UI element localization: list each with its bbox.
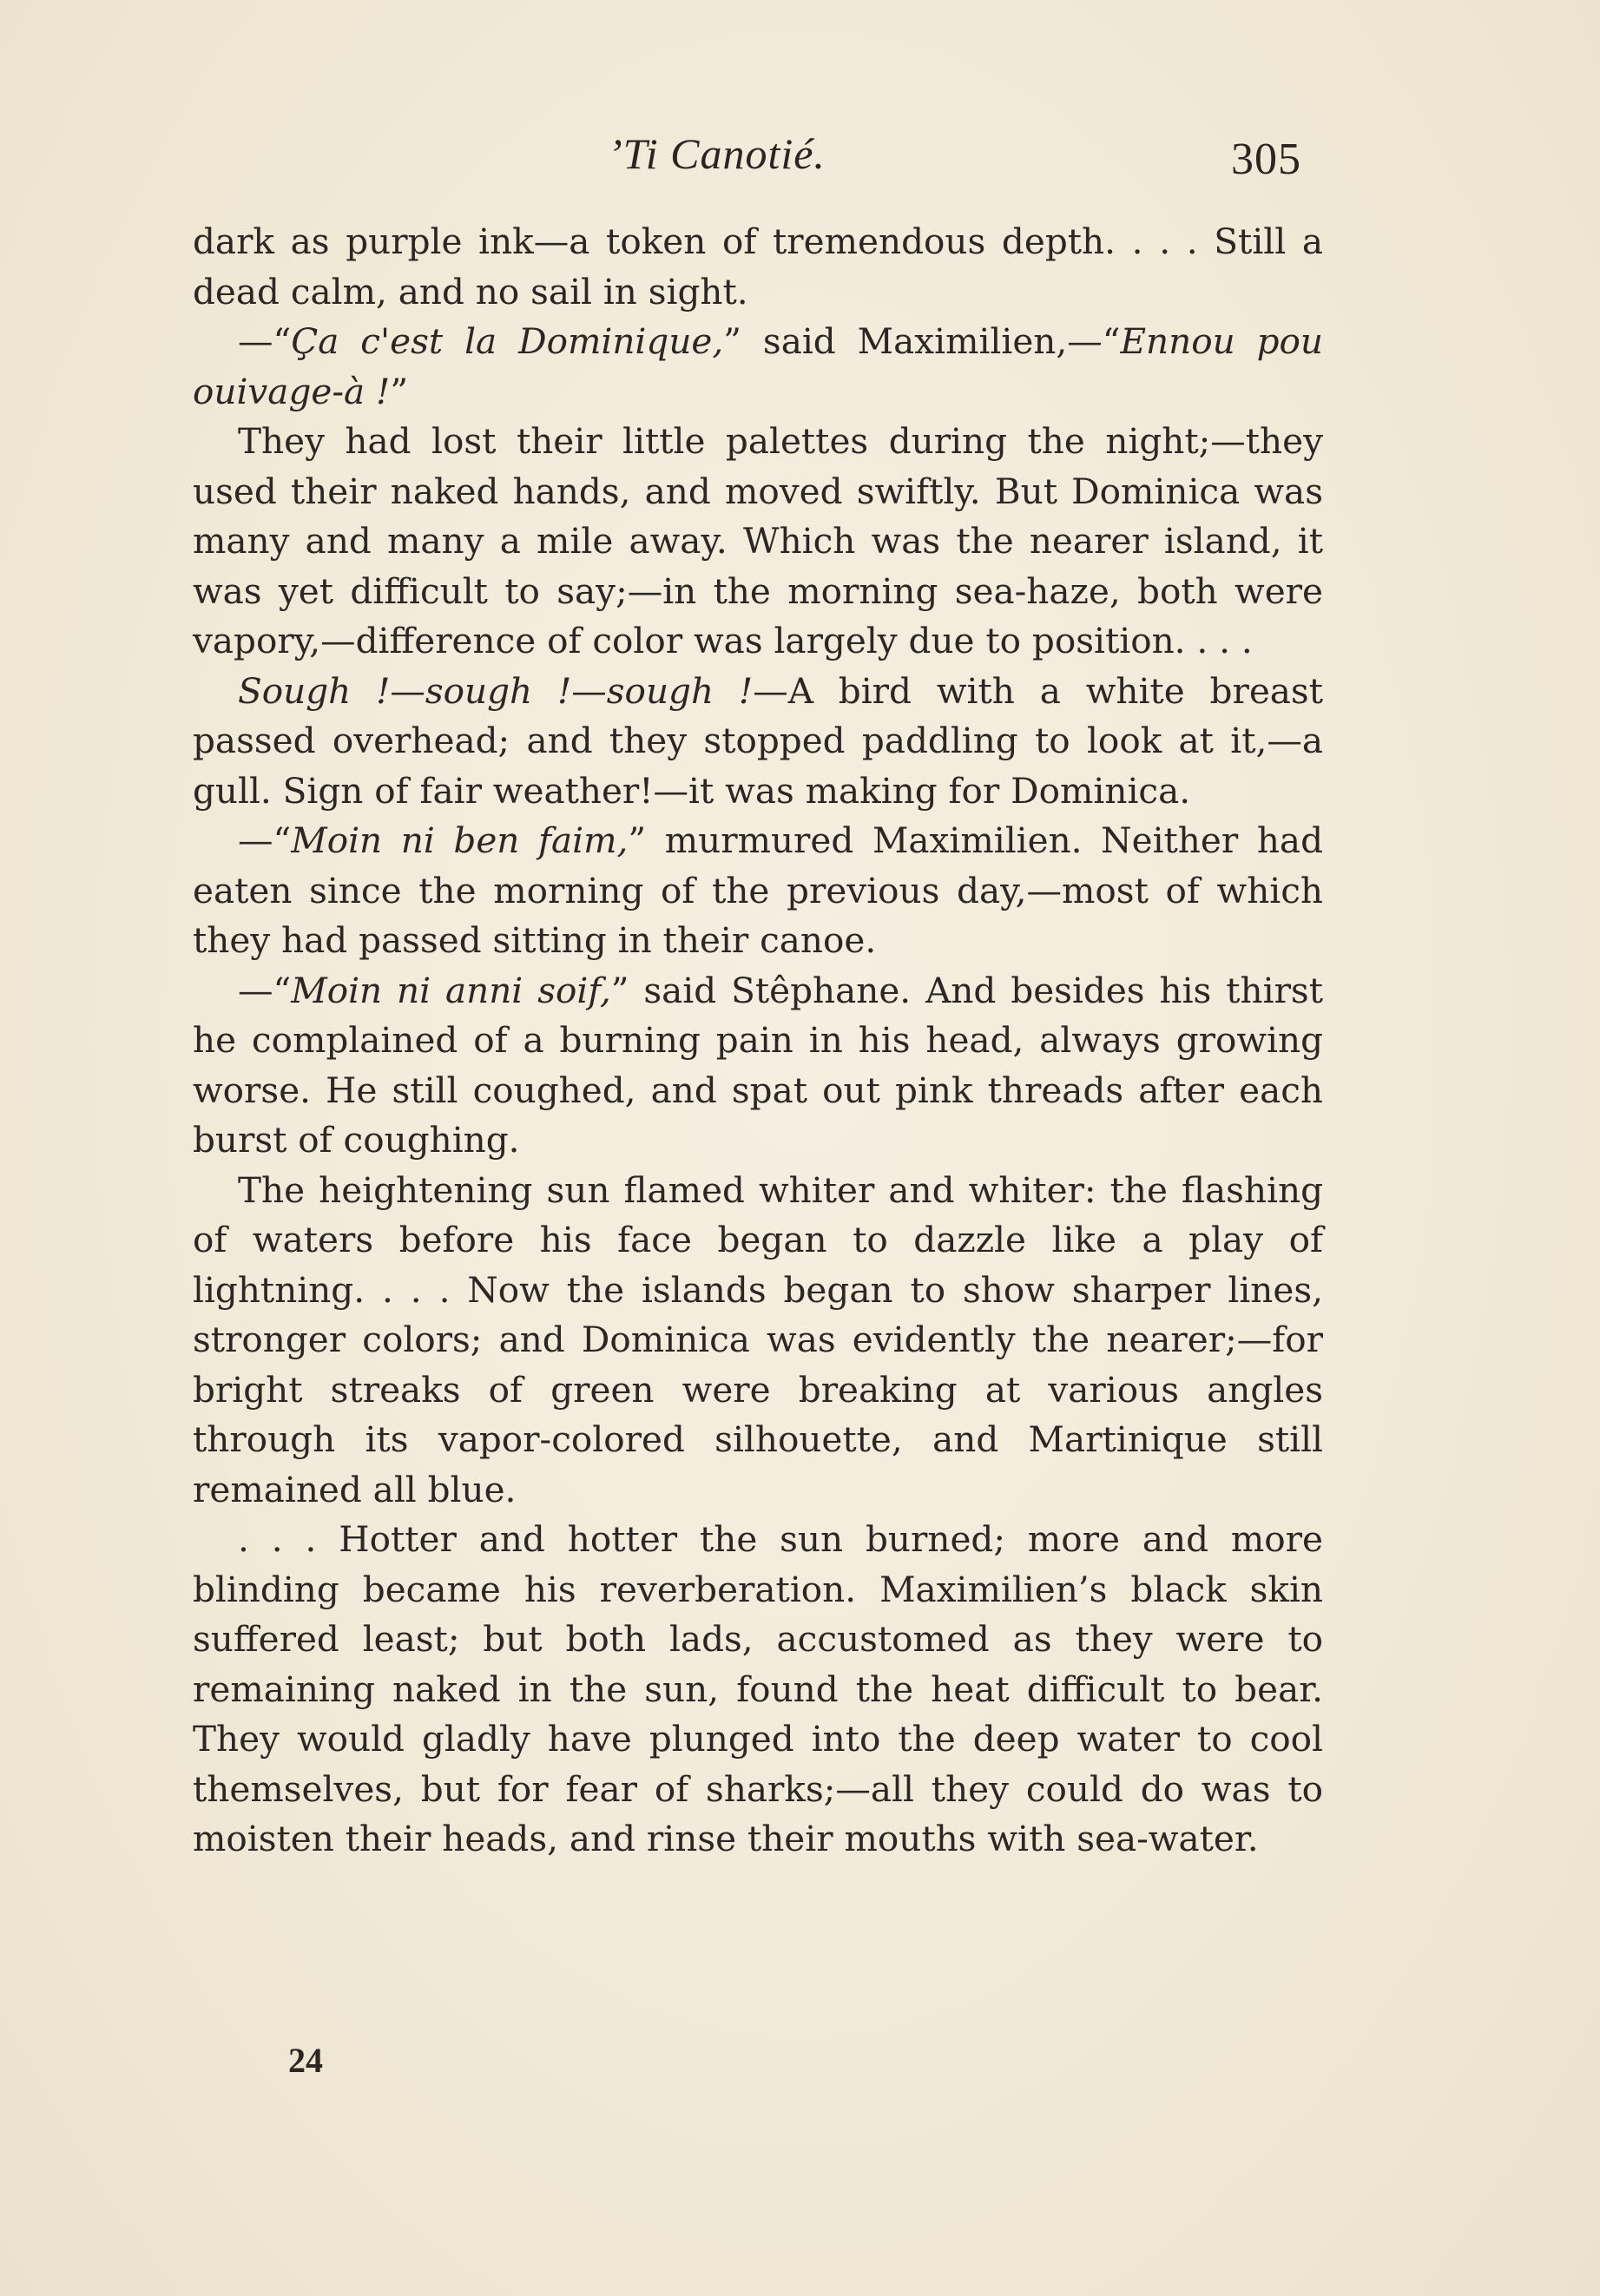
paragraph	[193, 1515, 1323, 1865]
paragraph	[193, 1166, 1323, 1516]
text-run: —“	[238, 819, 292, 861]
text-run: dark as purple ink—a token of tremendous depth. . . . Still a dead calm, and no sail in sight.	[193, 220, 1323, 312]
italic-phrase: Ennou pou ouivage-à !	[193, 320, 1324, 412]
paragraph	[193, 667, 1323, 817]
text-run: —A bird with a white breast passed overhead; and they stopped paddling to look at it,—a gull. Sign of fair weather!—it was making for Dominica.	[193, 669, 1323, 812]
running-title: ’Ti Canotié.	[608, 129, 826, 178]
text-run: —“	[238, 320, 292, 362]
text-run: ”	[390, 370, 409, 412]
paragraph	[193, 816, 1323, 966]
italic-phrase: Sough !—sough !—sough !	[238, 669, 754, 712]
body-text	[193, 217, 1323, 1865]
italic-phrase: Moin ni anni soif,	[291, 969, 611, 1011]
paragraph	[193, 317, 1323, 417]
text-run: ” murmured Maximilien. Neither had eaten since the morning of the previous day,—most of which they had passed sitting in their canoe.	[193, 819, 1324, 961]
text-run: —“	[238, 969, 292, 1011]
text-run: The heightening sun flamed whiter and whiter: the flashing of waters before his face began to dazzle like a play of lightning. . . . Now the islands began to show sharper lines, stronger colors; and Dominica was evidently the nearer;—for bright streaks of green were breaking at various angles through its vapor-colored silhouette, and Martinique still remained all blue.	[193, 1168, 1323, 1510]
running-head	[0, 128, 1600, 198]
text-run: They had lost their little palettes during the night;—they used their naked hands, and moved swiftly. But Dominica was many and many a mile away. Which was the nearer island, it was yet difficult to say;—in the morning sea-haze, both were vapory,—difference of color was largely due to position. . . .	[193, 420, 1323, 661]
italic-phrase: Ça c'est la Dominique,	[291, 320, 724, 362]
text-run: . . . Hotter and hotter the sun burned; more and more blinding became his reverberation. Maximilien’s black skin suffered least; but both lads, accustomed as they were to remaining naked in the sun, found the heat difficult to bear. They would gladly have plunged into the deep water to cool themselves, but for fear of sharks;—all they could do was to moisten their heads, and rinse their mouths with sea-water.	[193, 1518, 1323, 1859]
page-number: 305	[1231, 135, 1301, 184]
signature-mark: 24	[288, 2041, 323, 2080]
paragraph	[193, 417, 1323, 667]
text-run: ” said Maximilien,—“	[723, 320, 1121, 362]
paragraph	[193, 217, 1323, 317]
italic-phrase: Moin ni ben faim,	[291, 819, 629, 861]
text-run: ” said Stêphane. And besides his thirst he complained of a burning pain in his head, always growing worse. He still coughed, and spat out pink threads after each burst of coughing.	[193, 969, 1323, 1161]
paragraph	[193, 966, 1323, 1166]
